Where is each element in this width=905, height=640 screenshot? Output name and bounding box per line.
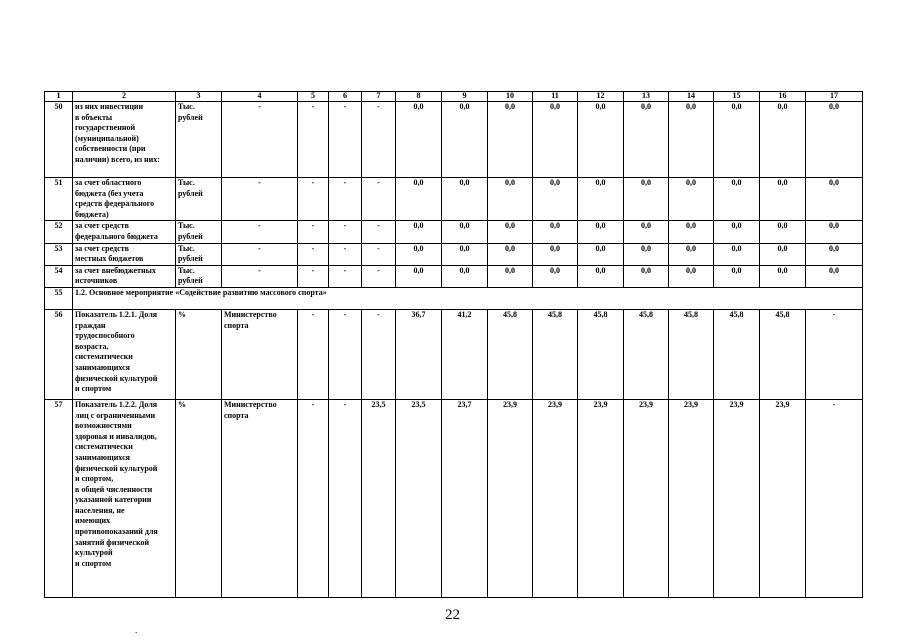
executor-cell: - bbox=[222, 265, 298, 287]
header-cell: 16 bbox=[760, 92, 806, 102]
header-cell: 1 bbox=[45, 92, 73, 102]
indicator-name-cell: за счет областного бюджета (без учета средств федерального бюджета) bbox=[73, 178, 176, 221]
value-cell: - bbox=[298, 178, 329, 221]
value-cell: 0,0 bbox=[760, 265, 806, 287]
value-cell: - bbox=[329, 399, 362, 597]
executor-cell: Министерство спорта bbox=[222, 309, 298, 399]
value-cell: - bbox=[329, 265, 362, 287]
value-cell: 0,0 bbox=[578, 178, 624, 221]
unit-cell: Тыс. рублей bbox=[176, 102, 222, 178]
indicator-name-cell: за счет средств местных бюджетов bbox=[73, 243, 176, 265]
indicator-name-cell: из них инвестиции в объекты государственной (муниципальной) собственности (при наличии) всего, из них: bbox=[73, 102, 176, 178]
row-number-cell: 51 bbox=[45, 178, 73, 221]
value-cell: 0,0 bbox=[578, 243, 624, 265]
value-cell: 0,0 bbox=[714, 221, 760, 243]
table-row bbox=[45, 243, 863, 265]
value-cell: - bbox=[362, 309, 396, 399]
table-row bbox=[45, 221, 863, 243]
value-cell: - bbox=[329, 309, 362, 399]
value-cell: 0,0 bbox=[396, 221, 442, 243]
value-cell: 0,0 bbox=[442, 178, 488, 221]
unit-cell: % bbox=[176, 309, 222, 399]
value-cell: 45,8 bbox=[533, 309, 578, 399]
header-cell: 7 bbox=[362, 92, 396, 102]
value-cell: - bbox=[362, 221, 396, 243]
header-row bbox=[45, 92, 863, 102]
value-cell: 0,0 bbox=[714, 265, 760, 287]
header-cell: 17 bbox=[806, 92, 863, 102]
header-cell: 6 bbox=[329, 92, 362, 102]
value-cell: 0,0 bbox=[442, 243, 488, 265]
value-cell: - bbox=[806, 399, 863, 597]
value-cell: 0,0 bbox=[533, 221, 578, 243]
header-cell: 15 bbox=[714, 92, 760, 102]
table-row bbox=[45, 265, 863, 287]
executor-cell: - bbox=[222, 243, 298, 265]
indicator-name-cell: за счет средств федерального бюджета bbox=[73, 221, 176, 243]
executor-cell: - bbox=[222, 102, 298, 178]
value-cell: 0,0 bbox=[396, 178, 442, 221]
unit-cell: Тыс. рублей bbox=[176, 243, 222, 265]
value-cell: 0,0 bbox=[669, 243, 714, 265]
value-cell: - bbox=[298, 309, 329, 399]
header-cell: 4 bbox=[222, 92, 298, 102]
value-cell: 0,0 bbox=[488, 265, 533, 287]
value-cell: 45,8 bbox=[488, 309, 533, 399]
value-cell: - bbox=[298, 399, 329, 597]
value-cell: 0,0 bbox=[806, 265, 863, 287]
value-cell: 45,8 bbox=[669, 309, 714, 399]
value-cell: 0,0 bbox=[669, 102, 714, 178]
row-number-cell: 57 bbox=[45, 399, 73, 597]
value-cell: 0,0 bbox=[760, 221, 806, 243]
value-cell: 0,0 bbox=[396, 102, 442, 178]
value-cell: 0,0 bbox=[714, 243, 760, 265]
value-cell: 0,0 bbox=[442, 265, 488, 287]
value-cell: 41,2 bbox=[442, 309, 488, 399]
value-cell: - bbox=[362, 265, 396, 287]
value-cell: 0,0 bbox=[806, 102, 863, 178]
value-cell: - bbox=[362, 243, 396, 265]
table-row bbox=[45, 102, 863, 178]
executor-cell: Министерство спорта bbox=[222, 399, 298, 597]
value-cell: 0,0 bbox=[806, 221, 863, 243]
value-cell: - bbox=[362, 178, 396, 221]
value-cell: 45,8 bbox=[714, 309, 760, 399]
value-cell: 0,0 bbox=[533, 102, 578, 178]
row-number-cell: 53 bbox=[45, 243, 73, 265]
header-cell: 3 bbox=[176, 92, 222, 102]
value-cell: - bbox=[329, 102, 362, 178]
value-cell: 0,0 bbox=[442, 102, 488, 178]
executor-cell: - bbox=[222, 221, 298, 243]
table-row bbox=[45, 399, 863, 597]
value-cell: 0,0 bbox=[760, 178, 806, 221]
data-table bbox=[44, 91, 863, 598]
header-cell: 14 bbox=[669, 92, 714, 102]
value-cell: 45,8 bbox=[624, 309, 669, 399]
header-cell: 2 bbox=[73, 92, 176, 102]
value-cell: 36,7 bbox=[396, 309, 442, 399]
header-cell: 12 bbox=[578, 92, 624, 102]
value-cell: 0,0 bbox=[669, 221, 714, 243]
value-cell: 45,8 bbox=[578, 309, 624, 399]
value-cell: 0,0 bbox=[396, 265, 442, 287]
value-cell: 0,0 bbox=[488, 243, 533, 265]
value-cell: - bbox=[329, 243, 362, 265]
unit-cell: Тыс. рублей bbox=[176, 178, 222, 221]
table-row bbox=[45, 178, 863, 221]
value-cell: 0,0 bbox=[669, 178, 714, 221]
value-cell: 0,0 bbox=[624, 221, 669, 243]
unit-cell: % bbox=[176, 399, 222, 597]
value-cell: 0,0 bbox=[442, 221, 488, 243]
value-cell: 23,9 bbox=[624, 399, 669, 597]
stray-mark: . bbox=[135, 625, 138, 635]
unit-cell: Тыс. рублей bbox=[176, 221, 222, 243]
value-cell: 0,0 bbox=[488, 102, 533, 178]
value-cell: 0,0 bbox=[578, 265, 624, 287]
value-cell: 0,0 bbox=[533, 243, 578, 265]
value-cell: 23,7 bbox=[442, 399, 488, 597]
value-cell: - bbox=[298, 102, 329, 178]
value-cell: 23,9 bbox=[578, 399, 624, 597]
value-cell: - bbox=[298, 243, 329, 265]
value-cell: 0,0 bbox=[714, 178, 760, 221]
value-cell: - bbox=[298, 265, 329, 287]
row-number-cell: 50 bbox=[45, 102, 73, 178]
executor-cell: - bbox=[222, 178, 298, 221]
unit-cell: Тыс. рублей bbox=[176, 265, 222, 287]
value-cell: 23,9 bbox=[488, 399, 533, 597]
value-cell: 0,0 bbox=[533, 178, 578, 221]
value-cell: 0,0 bbox=[806, 178, 863, 221]
value-cell: - bbox=[298, 221, 329, 243]
header-cell: 5 bbox=[298, 92, 329, 102]
value-cell: - bbox=[362, 102, 396, 178]
value-cell: 0,0 bbox=[760, 102, 806, 178]
value-cell: 0,0 bbox=[578, 221, 624, 243]
value-cell: 0,0 bbox=[624, 178, 669, 221]
value-cell: 0,0 bbox=[533, 265, 578, 287]
value-cell: 0,0 bbox=[488, 221, 533, 243]
row-number-cell: 54 bbox=[45, 265, 73, 287]
table-body bbox=[45, 92, 863, 598]
header-cell: 13 bbox=[624, 92, 669, 102]
value-cell: 0,0 bbox=[624, 102, 669, 178]
row-number-cell: 55 bbox=[45, 287, 73, 309]
header-cell: 11 bbox=[533, 92, 578, 102]
value-cell: 23,9 bbox=[669, 399, 714, 597]
value-cell: 0,0 bbox=[806, 243, 863, 265]
value-cell: 0,0 bbox=[624, 265, 669, 287]
value-cell: 23,9 bbox=[760, 399, 806, 597]
indicator-name-cell: Показатель 1.2.1. Доля граждан трудоспособного возраста, систематически занимающихся физической культурой и спортом bbox=[73, 309, 176, 399]
section-row bbox=[45, 287, 863, 309]
section-title-cell: 1.2. Основное мероприятие «Содействие развитию массового спорта» bbox=[73, 287, 863, 309]
indicator-name-cell: за счет внебюджетных источников bbox=[73, 265, 176, 287]
value-cell: 0,0 bbox=[488, 178, 533, 221]
value-cell: 0,0 bbox=[624, 243, 669, 265]
value-cell: - bbox=[329, 178, 362, 221]
value-cell: 0,0 bbox=[578, 102, 624, 178]
header-cell: 9 bbox=[442, 92, 488, 102]
header-cell: 10 bbox=[488, 92, 533, 102]
value-cell: 23,9 bbox=[533, 399, 578, 597]
value-cell: 0,0 bbox=[760, 243, 806, 265]
value-cell: 0,0 bbox=[396, 243, 442, 265]
value-cell: 0,0 bbox=[669, 265, 714, 287]
value-cell: - bbox=[806, 309, 863, 399]
value-cell: 0,0 bbox=[714, 102, 760, 178]
value-cell: - bbox=[329, 221, 362, 243]
value-cell: 23,5 bbox=[396, 399, 442, 597]
page-number: 22 bbox=[445, 607, 460, 623]
value-cell: 45,8 bbox=[760, 309, 806, 399]
indicator-name-cell: Показатель 1.2.2. Доля лиц с ограниченными возможностями здоровья и инвалидов, систематически занимающихся физической культурой и спортом, в общей численности указанной категории населения, не имеющих противопоказаний для занятий физической культурой и спортом bbox=[73, 399, 176, 597]
row-number-cell: 52 bbox=[45, 221, 73, 243]
table-row bbox=[45, 309, 863, 399]
value-cell: 23,9 bbox=[714, 399, 760, 597]
header-cell: 8 bbox=[396, 92, 442, 102]
row-number-cell: 56 bbox=[45, 309, 73, 399]
value-cell: 23,5 bbox=[362, 399, 396, 597]
